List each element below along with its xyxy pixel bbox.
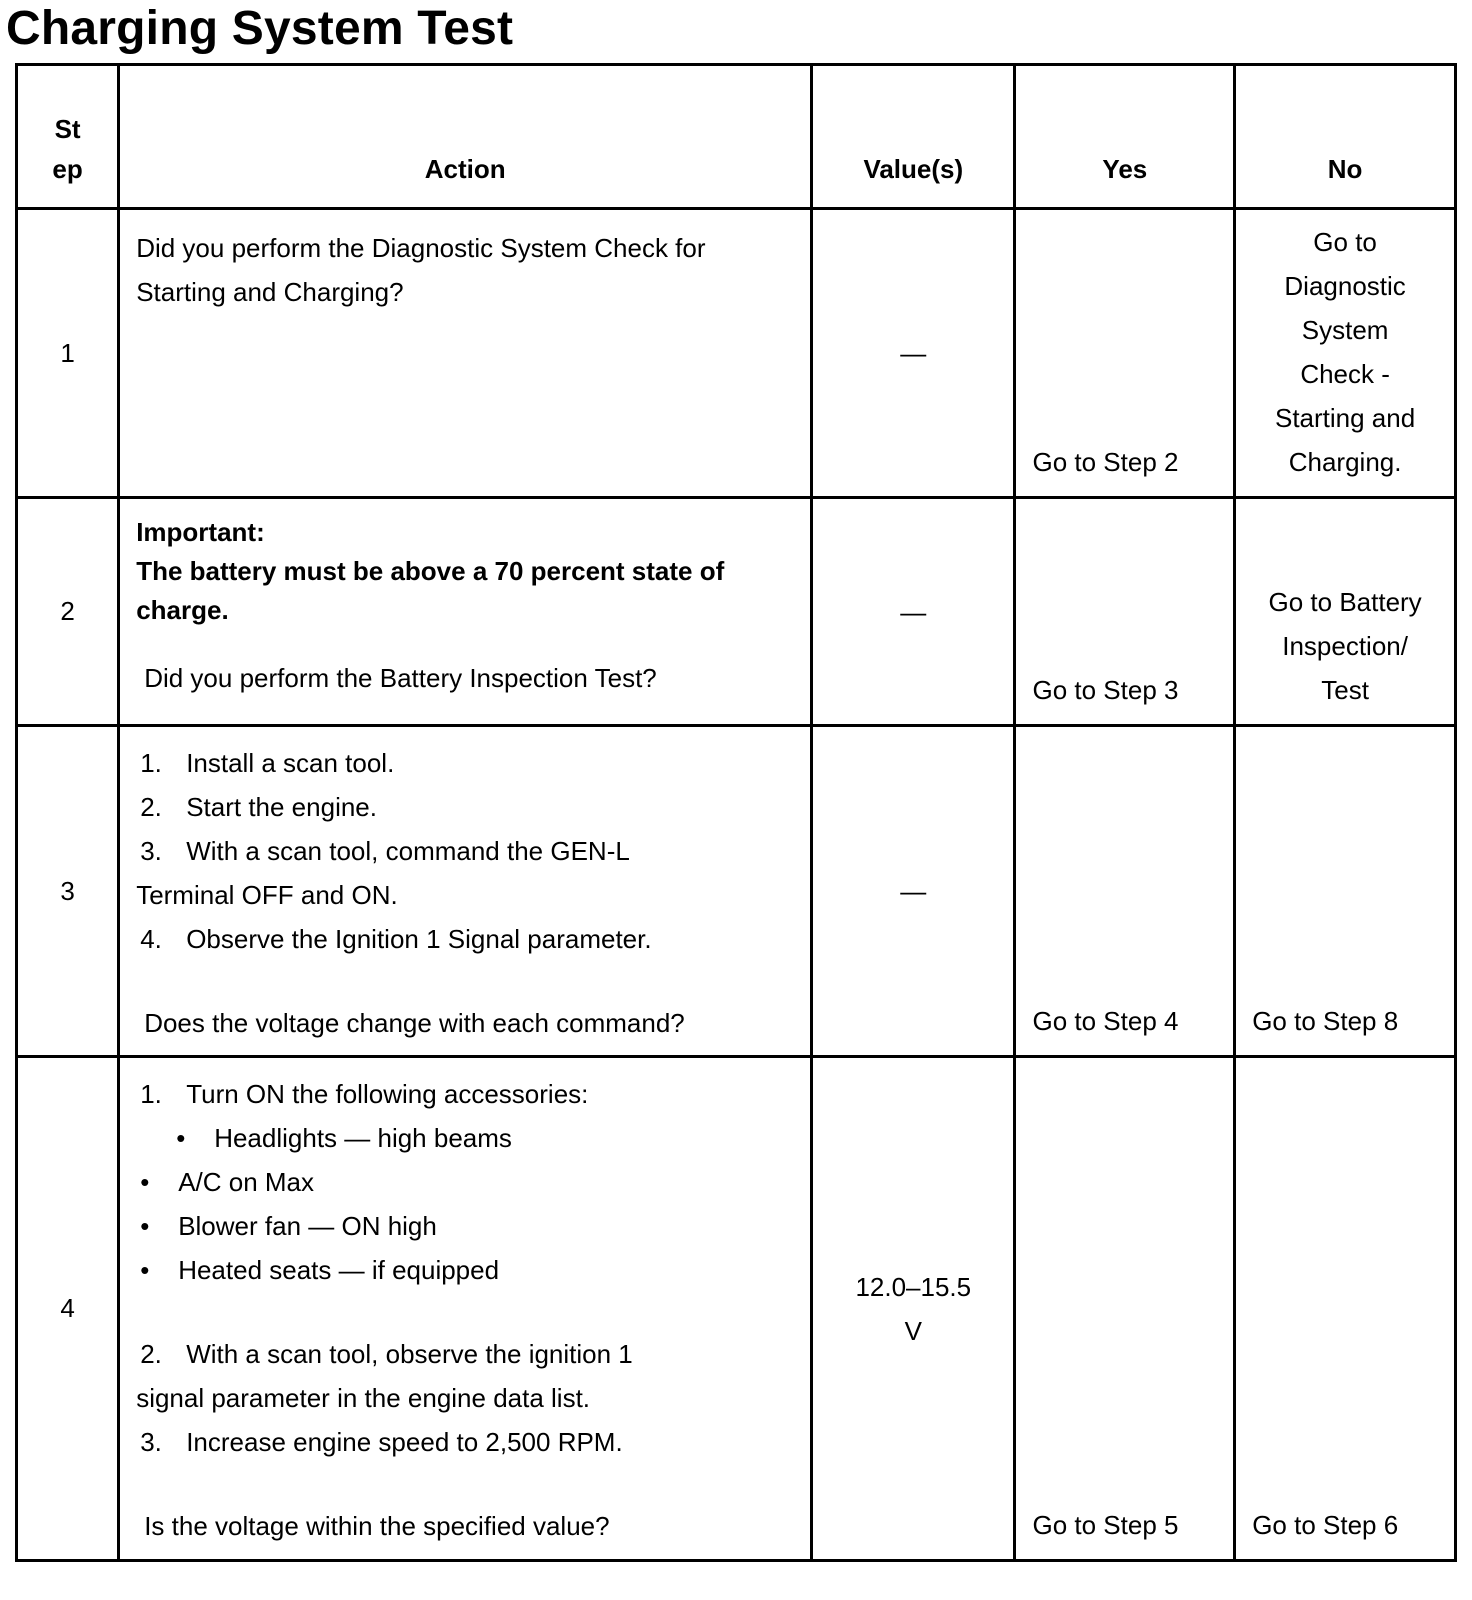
bullet-item: • Heated seats — if equipped — [140, 1255, 500, 1285]
no-header: No — [1235, 65, 1456, 209]
value-cell: — — [812, 209, 1015, 498]
list-item: 2. With a scan tool, observe the ignition 1 — [140, 1339, 633, 1369]
action-text: Did you perform the Diagnostic System Check for Starting and Charging? — [136, 233, 706, 307]
value-cell: 12.0–15.5 V — [812, 1057, 1015, 1561]
list-item: 1. Turn ON the following accessories: — [140, 1079, 589, 1109]
value-cell: — — [812, 498, 1015, 726]
table-row — [17, 726, 1456, 1057]
yes-cell: Go to Step 4 — [1015, 726, 1235, 1057]
step-number: 3 — [17, 726, 119, 1057]
action-cell — [119, 1057, 812, 1561]
no-cell: Go to Step 8 — [1235, 726, 1456, 1057]
table-row — [17, 1057, 1456, 1561]
step-number: 2 — [17, 498, 119, 726]
action-question: Is the voltage within the specified value? — [144, 1511, 610, 1541]
list-item-continuation: Terminal OFF and ON. — [136, 880, 398, 910]
action-cell — [119, 726, 812, 1057]
value-cell: — — [812, 726, 1015, 1057]
steps-table — [15, 63, 1457, 1562]
list-item: 1. Install a scan tool. — [140, 748, 395, 778]
table-row — [17, 209, 1456, 498]
step-number: 4 — [17, 1057, 119, 1561]
yes-header: Yes — [1015, 65, 1235, 209]
action-header: Action — [119, 65, 812, 209]
list-item: 2. Start the engine. — [140, 792, 377, 822]
action-question: Did you perform the Battery Inspection Test? — [144, 663, 657, 693]
no-cell: Go to Diagnostic System Check - Starting and Charging. — [1235, 209, 1456, 498]
page-title: Charging System Test — [6, 2, 514, 55]
action-cell — [119, 498, 812, 726]
step-number: 1 — [17, 209, 119, 498]
action-question: Does the voltage change with each command? — [144, 1008, 685, 1038]
bullet-item: • Blower fan — ON high — [140, 1211, 437, 1241]
no-cell: Go to Battery Inspection/ Test — [1235, 498, 1456, 726]
list-item: 3. Increase engine speed to 2,500 RPM. — [140, 1427, 623, 1457]
list-item: 3. With a scan tool, command the GEN-L — [140, 836, 630, 866]
important-label: Important: — [136, 517, 265, 547]
bullet-item: • Headlights — high beams — [176, 1123, 512, 1153]
yes-cell: Go to Step 2 — [1015, 209, 1235, 498]
no-cell: Go to Step 6 — [1235, 1057, 1456, 1561]
header-row — [17, 65, 1456, 209]
list-item: 4. Observe the Ignition 1 Signal parameter. — [140, 924, 652, 954]
step-header: St ep — [17, 65, 119, 209]
yes-cell: Go to Step 5 — [1015, 1057, 1235, 1561]
yes-cell: Go to Step 3 — [1015, 498, 1235, 726]
important-text: The battery must be above a 70 percent state of charge. — [136, 556, 725, 625]
bullet-item: • A/C on Max — [140, 1167, 315, 1197]
list-item-continuation: signal parameter in the engine data list. — [136, 1383, 591, 1413]
table-row — [17, 498, 1456, 726]
values-header: Value(s) — [812, 65, 1015, 209]
action-cell — [119, 209, 812, 498]
